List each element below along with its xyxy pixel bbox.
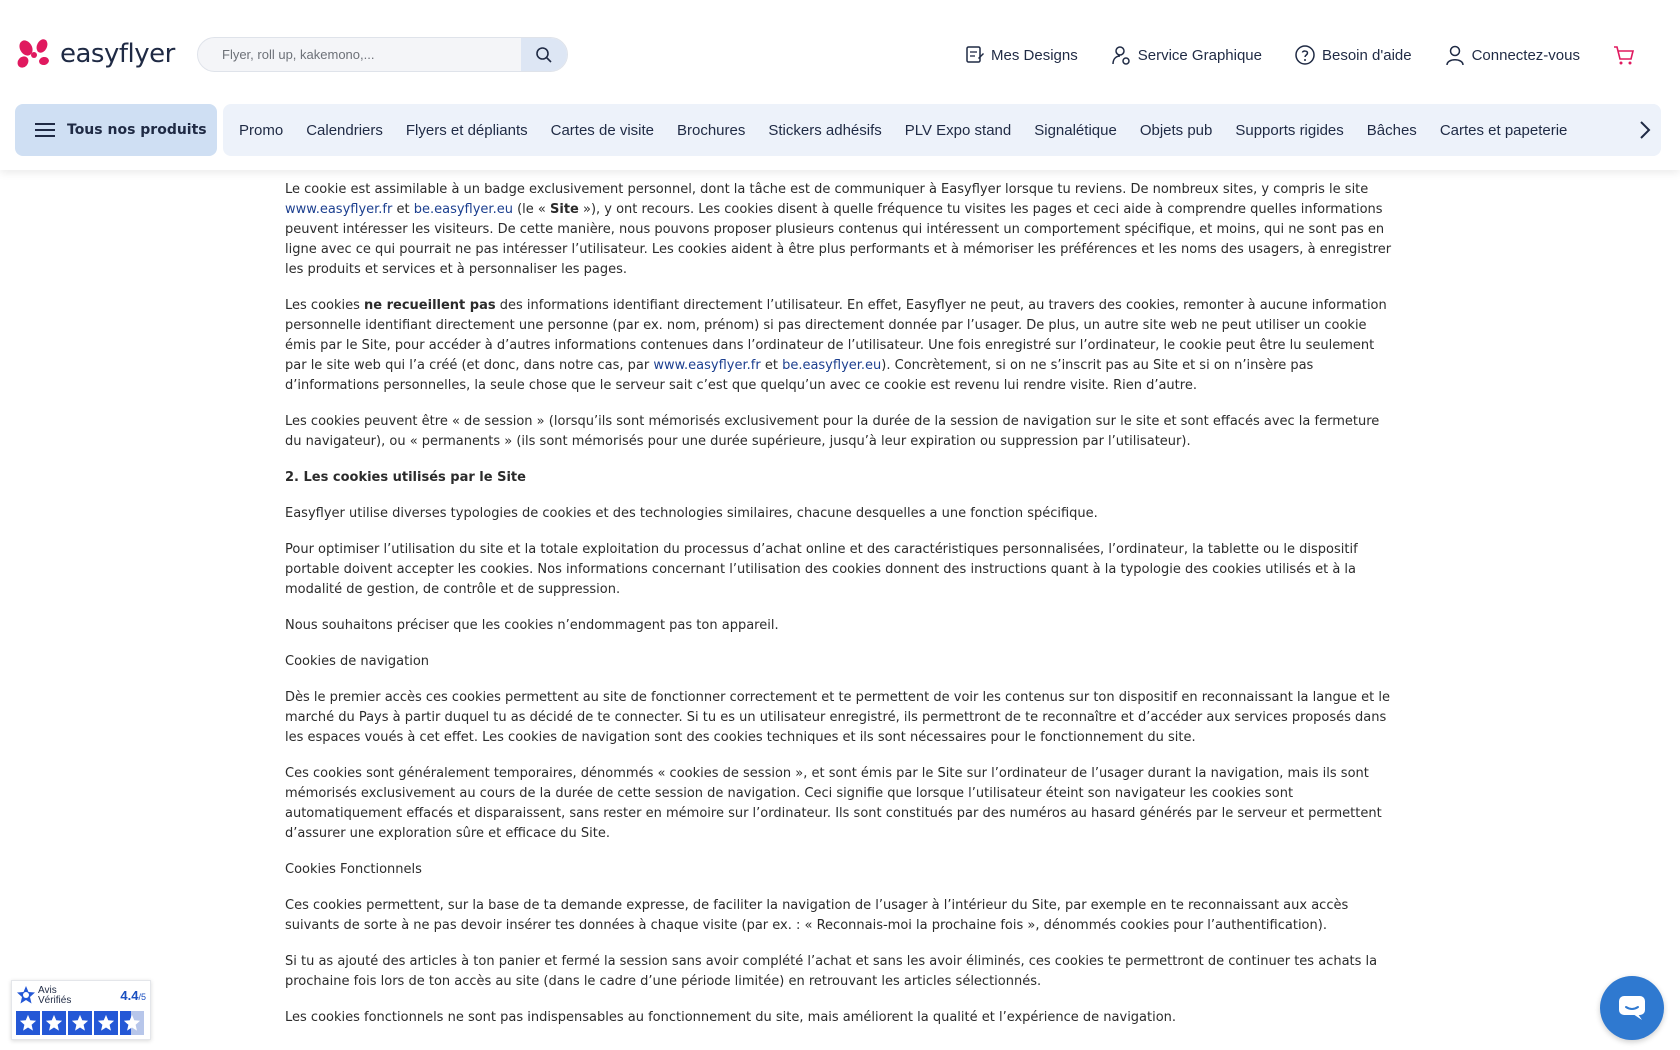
- login-link[interactable]: [1444, 44, 1580, 66]
- chat-button[interactable]: [1600, 976, 1664, 1040]
- search-button[interactable]: [521, 38, 567, 71]
- category-objets-pub[interactable]: Objets pub: [1139, 121, 1213, 139]
- category-plv[interactable]: PLV Expo stand: [904, 121, 1012, 139]
- logo-flower-icon: [14, 38, 56, 70]
- avis-verifies-badge[interactable]: [11, 980, 151, 1040]
- help-link[interactable]: [1294, 44, 1412, 66]
- chat-bubble-icon: [1618, 995, 1646, 1021]
- paragraph: Ces cookies sont généralement temporaires, dénommés « cookies de session », et sont émis par le Site sur l’ordinateur de l’usager durant la navigation, mais ils sont mémorisés exclusivement au cours de la durée de cette session de navigation. Ceci signifie que lorsque l’utilisateur éteint son navigateur les cookies sont automatiquement effacés et disparaissent, sans rester en mémoire sur l’ordinateur. Ils sont constitués par des numéros au hasard générés par le serveur et permettent d’assurer une exploration sûre et efficace du Site.: [285, 766, 1382, 841]
- paragraph: Les cookies fonctionnels ne sont pas indispensables au fonctionnement du site, mais améliorent la qualité et l’expérience de navigation.: [285, 1010, 1177, 1025]
- category-brochures[interactable]: Brochures: [677, 121, 746, 139]
- help-label: Besoin d'aide: [1321, 46, 1412, 64]
- hamburger-icon: [35, 122, 57, 138]
- paragraph: Dès le premier accès ces cookies permettent au site de fonctionner correctement et te permettent de voir les contenus sur ton dispositif en reconnaissant la langue et le marché du Pays à partir duquel tu as décidé de te connecter. Si tu es un utilisateur enregistré, ils permettront de te reconnaître et d’accéder aux services proposés dans les espaces voués à cet effet. Les cookies de navigation sont des cookies techniques et ils sont nécessaires pour le fonctionnement du site.: [285, 690, 1390, 745]
- paragraph: Les cookies peuvent être « de session » (lorsqu’ils sont mémorisés exclusivement pour la durée de la session de navigation sur le site et sont effacés avec la fermeture du navigateur), ou « permanents » (ils sont mémorisés pour une durée supérieure, jusqu’à leur expiration ou suppression par l’utilisateur).: [285, 414, 1380, 449]
- category-scroll-next[interactable]: [1591, 104, 1661, 156]
- my-designs-link[interactable]: [963, 44, 1078, 66]
- badge-brand-line2: Vérifiés: [38, 995, 72, 1006]
- category-calendriers[interactable]: Calendriers: [306, 121, 383, 139]
- easyflyer-be-link[interactable]: be.easyflyer.eu: [782, 358, 882, 373]
- easyflyer-be-link[interactable]: be.easyflyer.eu: [413, 202, 513, 217]
- site-header: [0, 0, 1680, 170]
- login-label: Connectez-vous: [1471, 46, 1580, 64]
- paragraph: Ces cookies permettent, sur la base de ta demande expresse, de faciliter la navigation de l’usager à l’intérieur du Site, par exemple en te reconnaissant aux accès suivants de sorte à ne pas devoir insérer tes données à chaque visite (par ex. : « Reconnais-moi la prochaine fois », dénommés cookies pour l’authentification).: [285, 898, 1349, 933]
- search-icon: [535, 46, 553, 64]
- bold-text: ne recueillent pas: [364, 298, 496, 313]
- text: ). Concrètement, si on ne s’inscrit pas au Site et si on n’insère pas d’informations personnelles, la seule chose que le serveur sait c’est que quelqu’un avec ce cookie est revenu lui rendre visite. Rien d’autre.: [285, 358, 1314, 393]
- paragraph: [285, 180, 1397, 280]
- star-icon: [68, 1011, 92, 1035]
- chevron-right-icon: [1639, 120, 1651, 140]
- paragraph: Pour optimiser l’utilisation du site et la totale exploitation du processus d’achat online et des caractéristiques personnalisées, l’ordinateur, la tablette ou le dispositif portable doivent accepter les cookies. Nos informations concernant l’utilisation des cookies donnent des instructions quant à la typologie des cookies utilisés et à la modalité de gestion, de contrôle et de suppression.: [285, 542, 1358, 597]
- category-papeterie[interactable]: Cartes et papeterie: [1439, 121, 1568, 139]
- category-baches[interactable]: Bâches: [1366, 121, 1417, 139]
- badge-score-max: /5: [138, 992, 146, 1002]
- text: et: [760, 358, 783, 373]
- bold-text: Site: [550, 202, 579, 217]
- paragraph: [285, 296, 1397, 396]
- all-products-label: Tous nos produits: [67, 122, 207, 138]
- star-icon: [42, 1011, 66, 1035]
- text: Le cookie est assimilable à un badge exclusivement personnel, dont la tâche est de communiquer à Easyflyer lorsque tu reviens. De nombreux sites, y compris le site: [285, 182, 1369, 197]
- cookie-policy-content: [285, 180, 1397, 1044]
- text: et: [392, 202, 414, 217]
- graphic-service-label: Service Graphique: [1137, 46, 1262, 64]
- cart-icon[interactable]: [1612, 43, 1636, 67]
- graphic-service-link[interactable]: [1110, 44, 1262, 66]
- partial-star-icon: [120, 1011, 144, 1035]
- subheading: Cookies de navigation: [285, 654, 430, 669]
- text: (le «: [512, 202, 550, 217]
- graphic-service-icon: [1110, 44, 1132, 66]
- text: Les cookies: [285, 298, 365, 313]
- logo[interactable]: [14, 38, 175, 70]
- star-icon: [94, 1011, 118, 1035]
- top-navigation: [931, 40, 1680, 70]
- all-products-button[interactable]: [15, 104, 217, 156]
- user-icon: [1444, 44, 1466, 66]
- section-heading: [285, 468, 1397, 488]
- logo-text: easyflyer: [60, 39, 175, 69]
- category-signaletique[interactable]: Signalétique: [1034, 121, 1117, 139]
- heading-text: 2. Les cookies utilisés par le Site: [285, 470, 526, 485]
- category-supports-rigides[interactable]: Supports rigides: [1235, 121, 1344, 139]
- badge-score-value: 4.4: [120, 988, 139, 1003]
- category-stickers[interactable]: Stickers adhésifs: [768, 121, 882, 139]
- badge-brand-line1: Avis: [38, 985, 57, 996]
- text: »), y ont recours. Les cookies disent à quelle fréquence tu visites les pages et ceci aide à comprendre quelles informations peuvent intéresser les visiteurs. De cette manière, nous pouvons proposer plusieurs contenus qui intéressent un comportement spécifique, et moins, qui ne sont pas en ligne avec ce qui pourrait ne pas intéresser l’utilisateur. Les cookies aident à être plus performants et à mémoriser les préférences et les noms des usagers, à enregistrer les produits et services et à personnaliser les pages.: [285, 202, 1392, 277]
- subheading: Cookies Fonctionnels: [285, 862, 422, 877]
- avis-verifies-logo-icon: [16, 985, 36, 1005]
- easyflyer-fr-link[interactable]: www.easyflyer.fr: [285, 202, 393, 217]
- help-icon: [1294, 44, 1316, 66]
- category-flyers[interactable]: Flyers et dépliants: [405, 121, 528, 139]
- category-bar: [15, 104, 1661, 156]
- category-list: [223, 104, 1661, 156]
- badge-stars: [16, 1011, 144, 1035]
- my-designs-label: Mes Designs: [991, 46, 1078, 64]
- badge-brand: [38, 986, 71, 1006]
- category-promo[interactable]: Promo: [239, 121, 284, 139]
- easyflyer-fr-link[interactable]: www.easyflyer.fr: [653, 358, 761, 373]
- paragraph: Nous souhaitons préciser que les cookies n’endommagent pas ton appareil.: [285, 618, 779, 633]
- search-input[interactable]: [198, 38, 523, 71]
- designs-icon: [963, 44, 985, 66]
- paragraph: Easyflyer utilise diverses typologies de cookies et des technologies similaires, chacune desquelles a une fonction spécifique.: [285, 506, 1098, 521]
- badge-header: [16, 985, 146, 1007]
- badge-score: [120, 988, 146, 1003]
- category-cartes-visite[interactable]: Cartes de visite: [550, 121, 654, 139]
- star-icon: [16, 1011, 40, 1035]
- text: des informations identifiant directement l’utilisateur. En effet, Easyflyer ne peut, au travers des cookies, remonter à aucune information personnelle identifiant directement une personne (par ex. nom, prénom) si pas directement donnée par l’usager. De plus, un autre site web ne peut utiliser un cookie émis par le Site, pour accéder à d’autres informations contenues dans l’ordinateur de l’utilisateur. Une fois enregistré sur l’ordinateur, le cookie peut être lu seulement par le site web qui l’a créé (et donc, dans notre cas, par: [285, 298, 1387, 373]
- paragraph: Si tu as ajouté des articles à ton panier et fermé la session sans avoir complété l’achat et sans les avoir éliminés, ces cookies te permettront de continuer tes achats la prochaine fois lors de ton accès au site (dans le cadre d’une période limitée) en retrouvant les articles sélectionnés.: [285, 954, 1378, 989]
- search-box: [197, 37, 568, 72]
